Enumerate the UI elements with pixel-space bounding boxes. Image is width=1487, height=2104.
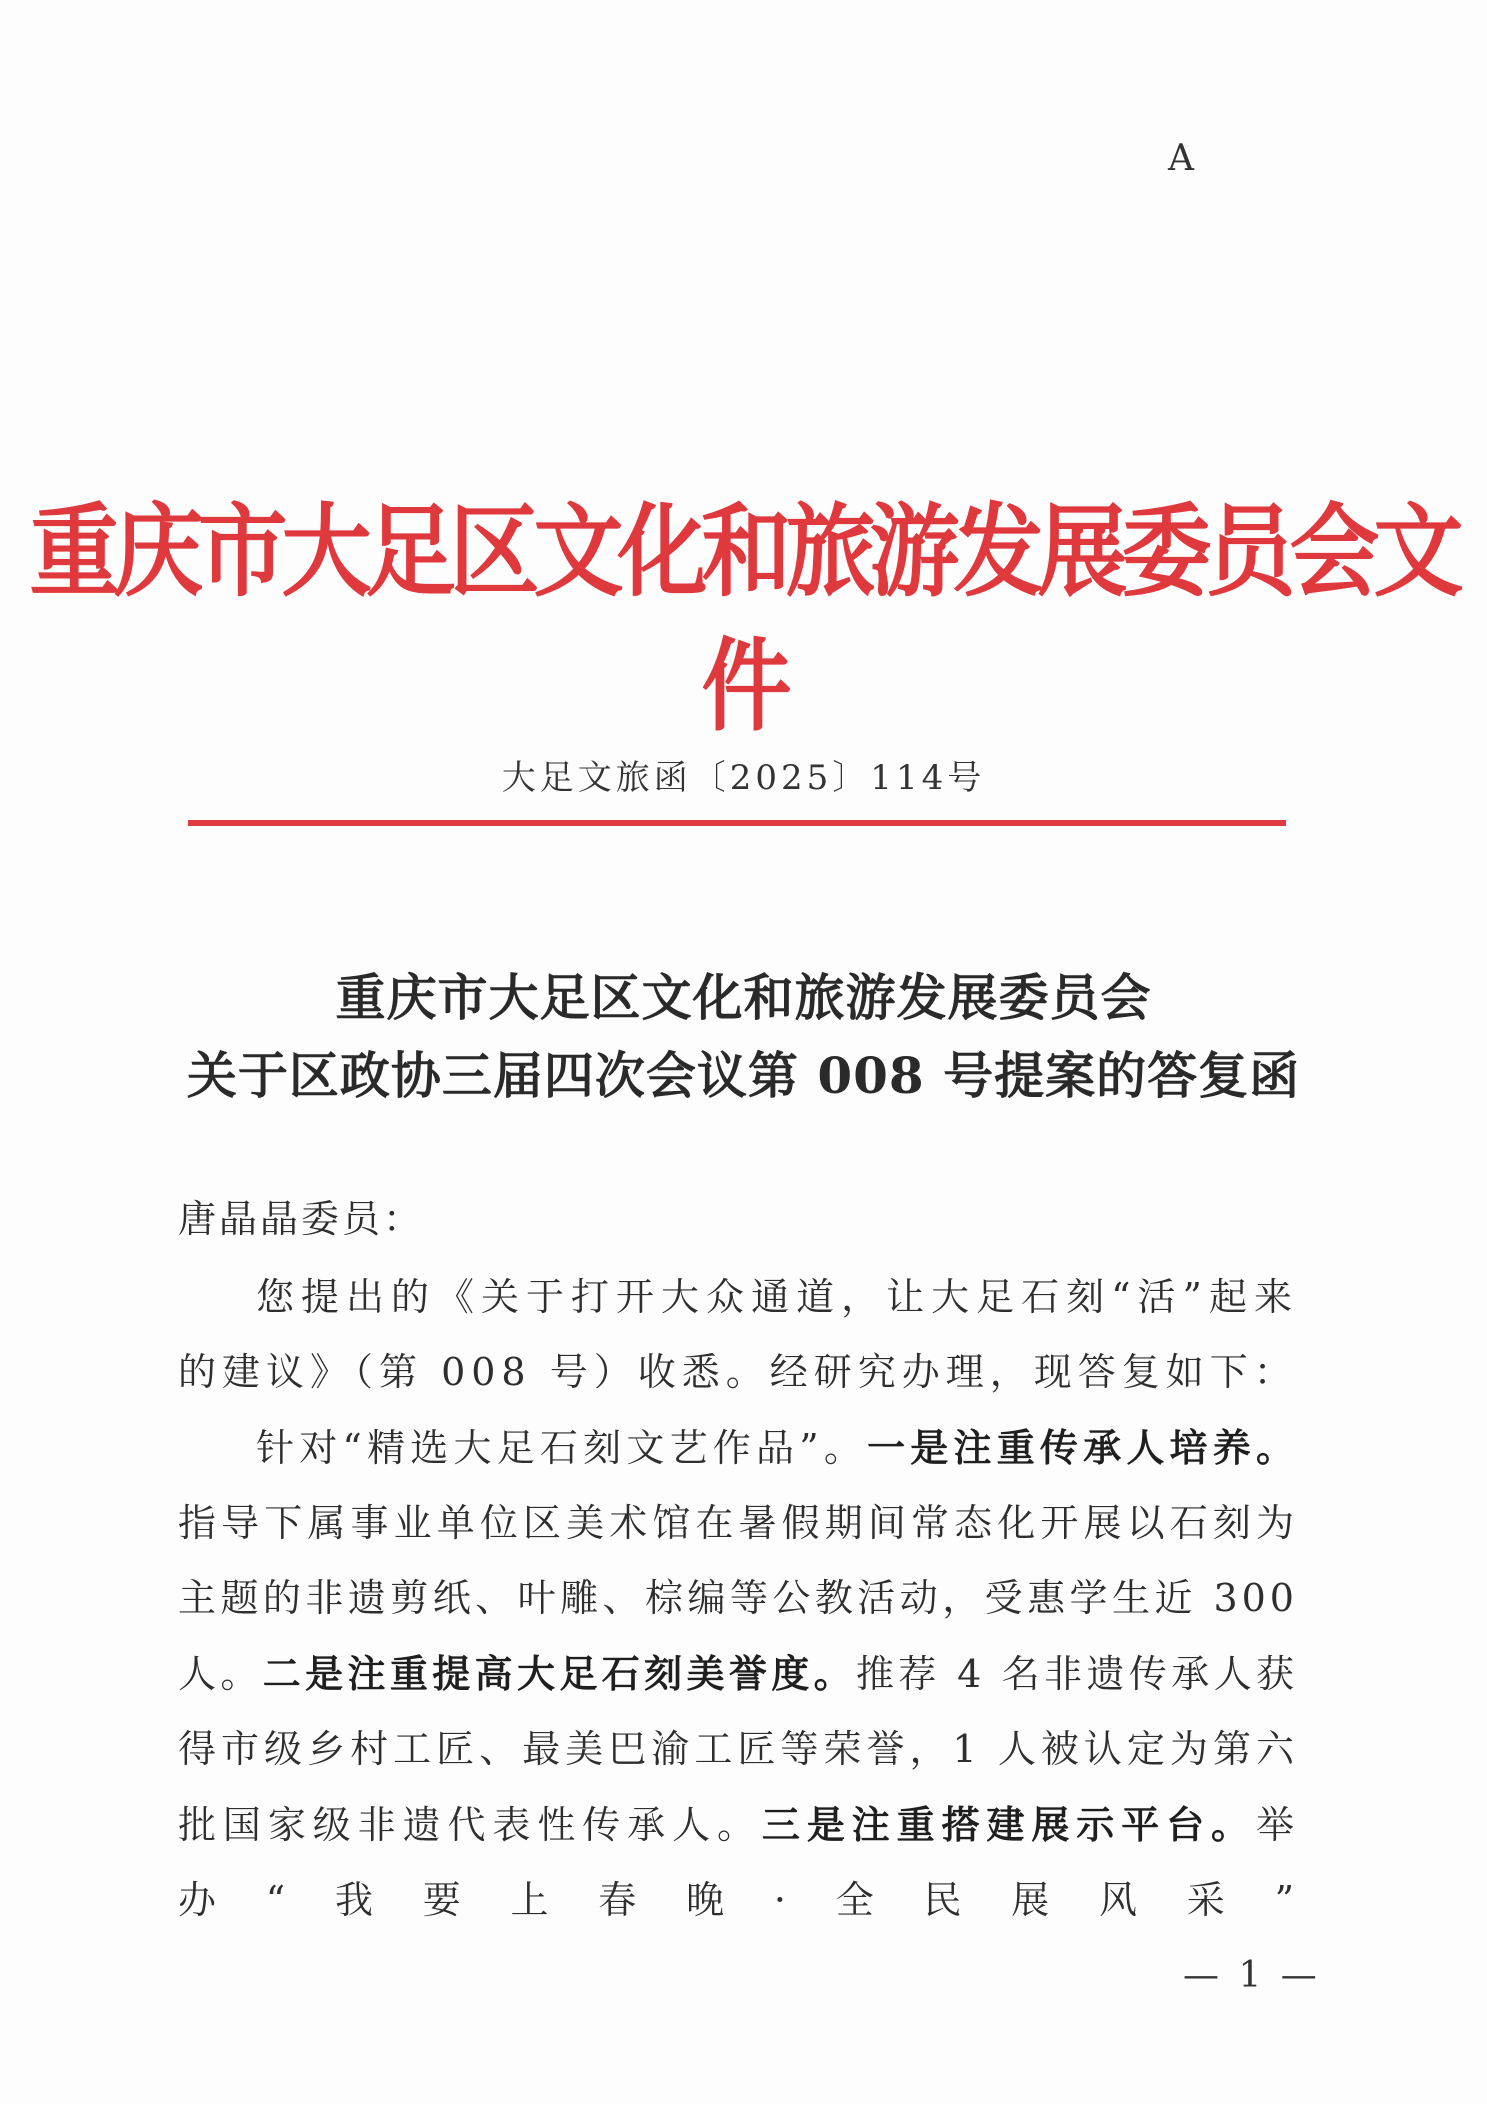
red-divider-line (188, 820, 1286, 826)
point-2-heading: 二是注重提高大足石刻美誉度。 (262, 1651, 856, 1696)
point-2-text: 推荐 4 名非遗传承人获得市级乡村工匠、最美巴渝工匠等荣誉，1 人被认定为第六批国家级非遗代表性传承人。 (178, 1652, 1298, 1847)
document-number: 大足文旅函〔2025〕114号 (501, 758, 986, 798)
body-paragraph-1: 您提出的《关于打开大众通道，让大足石刻“活”起来的建议》（第 008 号）收悉。经研究办理，现答复如下： (178, 1275, 1298, 1394)
point-3-heading: 三是注重搭建展示平台。 (761, 1802, 1256, 1847)
point-1-heading: 一是注重传承人培养。 (867, 1425, 1298, 1470)
point-3-text: 举办“我要上春晚·全民展风采” (178, 1803, 1298, 1922)
page-number: — 1 — (1183, 1955, 1321, 1996)
body-paragraph-2 (178, 1410, 1298, 1938)
point-1-text: 指导下属事业单位区美术馆在暑假期间常态化开展以石刻为主题的非遗剪纸、叶雕、棕编等公教活动，受惠学生近 300 人。 (178, 1501, 1298, 1696)
paragraph-2-intro: 针对“精选大足石刻文艺作品”。 (256, 1426, 868, 1470)
organization-header: 重庆市大足区文化和旅游发展委员会文件 (29, 493, 1458, 746)
grade-mark: A (1168, 138, 1194, 179)
document-title-line-2: 关于区政协三届四次会议第 008 号提案的答复函 (186, 1046, 1301, 1105)
salutation: 唐晶晶委员： (178, 1197, 425, 1241)
document-title-line-1: 重庆市大足区文化和旅游发展委员会 (335, 968, 1152, 1027)
